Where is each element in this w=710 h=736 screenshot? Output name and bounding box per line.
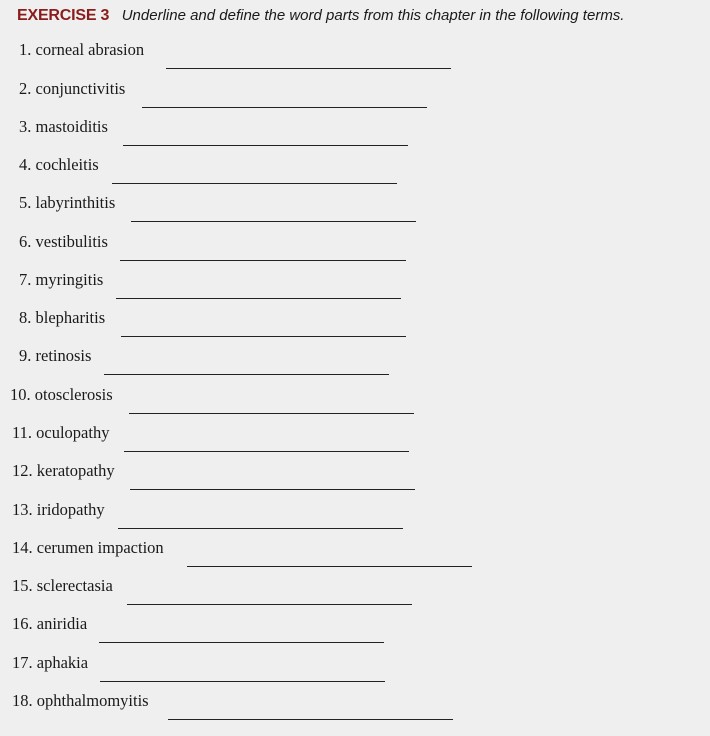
term-number: 6. [19,232,32,251]
answer-line[interactable] [187,566,472,567]
term-text [19,79,125,99]
term-text [12,538,164,558]
term-word: mastoiditis [35,117,108,136]
term-number: 4. [19,155,32,174]
term-word: corneal abrasion [35,40,145,59]
term-text [19,193,115,213]
term-text [12,576,113,596]
term-number: 2. [19,79,32,98]
term-text [10,385,113,405]
term-text [19,270,103,290]
term-item [0,346,710,384]
term-number: 8. [19,308,32,327]
answer-line[interactable] [168,719,453,720]
term-word: blepharitis [35,308,106,327]
term-text [19,308,105,328]
term-number: 18. [12,691,33,710]
term-number: 15. [12,576,33,595]
term-item [0,117,710,155]
term-word: vestibulitis [35,232,108,251]
exercise-instructions: Underline and define the word parts from this chapter in the following terms. [121,7,625,24]
term-text [19,232,108,252]
term-word: oculopathy [36,423,110,442]
term-item [0,653,710,691]
term-text [19,40,144,60]
term-word: cerumen impaction [36,538,164,557]
exercise-header [17,7,624,25]
term-word: keratopathy [36,461,115,480]
term-word: cochleitis [35,155,99,174]
answer-line[interactable] [104,374,389,375]
term-text [12,500,105,520]
term-number: 14. [12,538,33,557]
term-number: 11. [12,423,33,442]
term-item [0,538,710,576]
exercise-label: EXERCISE 3 [17,7,110,24]
term-text [12,691,149,711]
term-number: 5. [19,193,32,212]
term-text [12,423,109,443]
answer-line[interactable] [121,336,406,337]
answer-line[interactable] [118,528,403,529]
term-item [0,423,710,461]
term-item [0,193,710,231]
answer-line[interactable] [100,681,385,682]
term-item [0,155,710,193]
term-item [0,40,710,78]
term-word: ophthalmomyitis [36,691,149,710]
term-item [0,461,710,499]
term-number: 16. [12,614,33,633]
answer-line[interactable] [120,260,406,261]
term-text [12,461,115,481]
term-item [0,576,710,614]
term-number: 1. [19,40,32,59]
term-number: 9. [19,346,32,365]
answer-line[interactable] [129,413,414,414]
term-item [0,232,710,270]
term-word: sclerectasia [36,576,113,595]
term-text [12,653,88,673]
term-number: 3. [19,117,32,136]
term-number: 12. [12,461,33,480]
term-item [0,614,710,652]
term-word: aphakia [36,653,89,672]
term-text [19,155,99,175]
term-number: 17. [12,653,33,672]
term-item [0,500,710,538]
term-number: 7. [19,270,32,289]
term-word: myringitis [35,270,104,289]
answer-line[interactable] [166,68,451,69]
term-word: aniridia [36,614,88,633]
answer-line[interactable] [123,145,408,146]
term-item [0,308,710,346]
term-item [0,691,710,729]
term-item [0,79,710,117]
answer-line[interactable] [112,183,397,184]
term-word: retinosis [35,346,92,365]
term-item [0,385,710,423]
answer-line[interactable] [127,604,412,605]
term-text [19,117,108,137]
term-text [19,346,91,366]
answer-line[interactable] [130,489,415,490]
term-word: labyrinthitis [35,193,116,212]
term-text [12,614,87,634]
answer-line[interactable] [131,221,416,222]
term-word: conjunctivitis [35,79,126,98]
answer-line[interactable] [142,107,427,108]
answer-line[interactable] [116,298,401,299]
answer-line[interactable] [99,642,384,643]
term-word: iridopathy [36,500,105,519]
term-item [0,270,710,308]
term-number: 13. [12,500,33,519]
answer-line[interactable] [124,451,409,452]
term-word: otosclerosis [34,385,113,404]
term-number: 10. [10,385,31,404]
